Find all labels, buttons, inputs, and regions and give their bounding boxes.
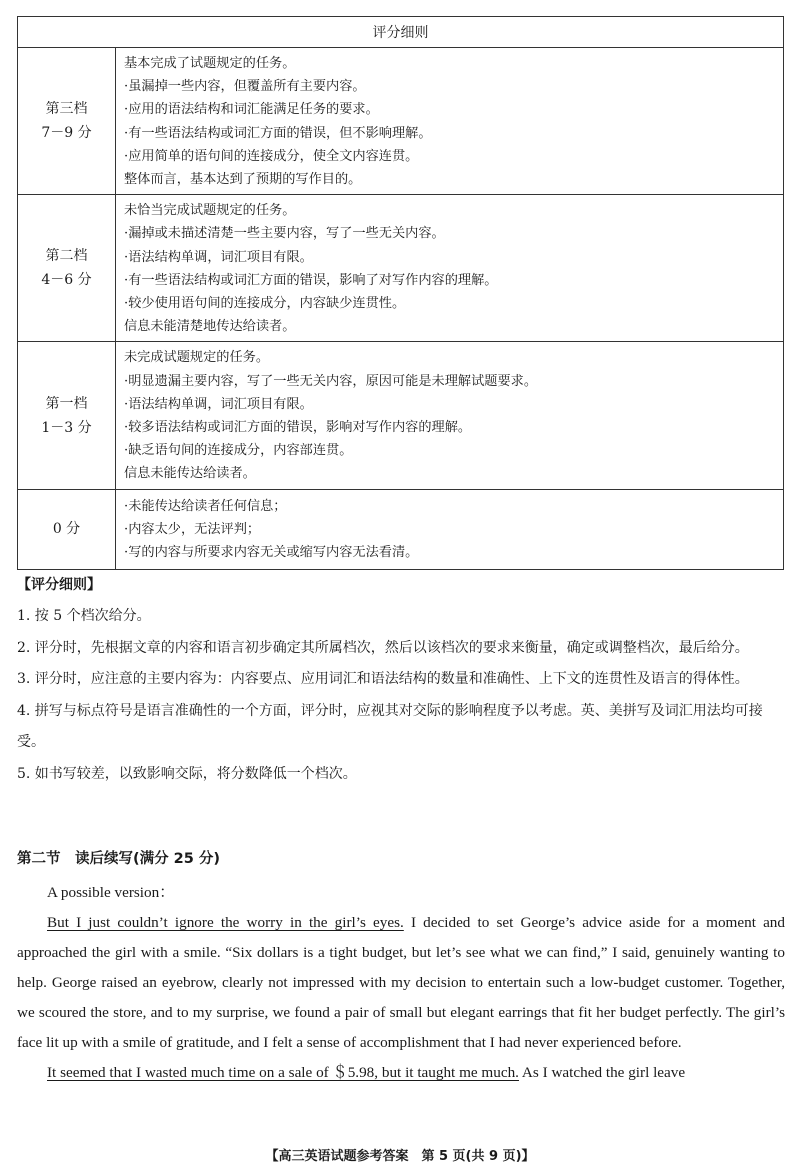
underlined-opening-sentence: It seemed that I wasted much time on a sale of ＄5.98, but it taught me much. <box>47 1064 519 1081</box>
criteria-line: ·语法结构单调，词汇项目有限。 <box>124 396 313 412</box>
rule-item: 5. 如书写较差，以致影响交际，将分数降低一个档次。 <box>17 765 357 782</box>
sample-essay <box>17 878 785 1088</box>
grade-cell <box>18 48 116 195</box>
criteria-line: ·明显遗漏主要内容，写了一些无关内容，原因可能是未理解试题要求。 <box>124 373 538 389</box>
paragraph-text: I decided to set George’s advice aside for a moment and approached the girl with a smile. “Six dollars is a tight budget, but let’s see what we can find,” I said, genuinely wanting to help. George raised an eyebrow, clearly not impressed with my decision to entertain such a low-budget customer. Together, we scoured the store, and to my surprise, we found a pair of small but elegant earrings that fit her budget perfectly. The girl’s face lit up with a smile of gratitude, and I felt a sense of accomplishment that I had never experienced before. <box>17 914 785 1051</box>
criteria-line: ·未能传达给读者任何信息； <box>124 498 287 514</box>
rule-item: 1. 按 5 个档次给分。 <box>17 608 151 624</box>
criteria-cell <box>116 342 784 489</box>
grade-cell <box>18 342 116 489</box>
rubric-row-grade1 <box>18 342 784 489</box>
criteria-cell <box>116 195 784 342</box>
essay-paragraph <box>17 1058 785 1088</box>
rubric-header: 评分细则 <box>18 17 784 48</box>
page-footer: 【高三英语试题参考答案 第 5 页(共 9 页)】 <box>265 1149 535 1164</box>
section-heading: 第二节 读后续写(满分 25 分) <box>17 851 221 867</box>
grade-label: 第二档 <box>45 248 88 265</box>
criteria-cell <box>116 48 784 195</box>
criteria-line: ·写的内容与所要求内容无关或缩写内容无法看清。 <box>124 545 419 561</box>
criteria-line: 整体而言，基本达到了预期的写作目的。 <box>124 172 362 188</box>
criteria-line: 信息未能清楚地传达给读者。 <box>124 319 296 335</box>
rubric-header-row <box>18 17 784 48</box>
criteria-line: ·较多语法结构或词汇方面的错误，影响对写作内容的理解。 <box>124 420 472 436</box>
rule-item: 3. 评分时，应注意的主要内容为：内容要点、应用词汇和语法结构的数量和准确性、上下文的连贯性及语言的得体性。 <box>17 671 749 687</box>
grade-range: 4－6 分 <box>41 272 92 289</box>
criteria-line: 未完成试题规定的任务。 <box>124 350 270 366</box>
grade-cell <box>18 195 116 342</box>
grade-label: 0 分 <box>52 521 81 538</box>
criteria-line: ·内容太少，无法评判； <box>124 522 261 538</box>
criteria-line: ·应用简单的语句间的连接成分，使全文内容连贯。 <box>124 148 419 164</box>
rubric-table <box>17 16 784 570</box>
criteria-cell <box>116 489 784 569</box>
criteria-line: ·缺乏语句间的连接成分，内容部连贯。 <box>124 443 353 459</box>
essay-intro: A possible version： <box>47 884 175 901</box>
criteria-line: ·语法结构单调，词汇项目有限。 <box>124 249 313 265</box>
rubric-row-grade0 <box>18 489 784 569</box>
grade-range: 1－3 分 <box>41 419 92 436</box>
essay-paragraph <box>17 908 785 1058</box>
grade-cell <box>18 489 116 569</box>
grade-label: 第三档 <box>45 101 88 118</box>
rules-heading: 【评分细则】 <box>17 577 101 593</box>
criteria-line: ·有一些语法结构或词汇方面的错误，影响了对写作内容的理解。 <box>124 272 498 288</box>
criteria-line: 未恰当完成试题规定的任务。 <box>124 203 296 219</box>
criteria-line: 信息未能传达给读者。 <box>124 466 256 482</box>
criteria-line: ·应用的语法结构和词汇能满足任务的要求。 <box>124 102 379 118</box>
criteria-line: 基本完成了试题规定的任务。 <box>124 56 296 71</box>
criteria-line: ·有一些语法结构或词汇方面的错误，但不影响理解。 <box>124 125 432 141</box>
underlined-opening-sentence: But I just couldn’t ignore the worry in the girl’s eyes. <box>47 914 404 931</box>
grade-range: 7－9 分 <box>41 125 92 142</box>
rules-list <box>17 601 785 790</box>
rule-item: 2. 评分时，先根据文章的内容和语言初步确定其所属档次，然后以该档次的要求来衡量，确定或调整档次，最后给分。 <box>17 639 749 656</box>
grade-label: 第一档 <box>45 395 88 412</box>
rubric-row-grade2 <box>18 195 784 342</box>
criteria-line: ·较少使用语句间的连接成分，内容缺少连贯性。 <box>124 296 406 312</box>
rubric-row-grade3 <box>18 48 784 195</box>
paragraph-text: As I watched the girl leave <box>518 1064 686 1081</box>
criteria-line: ·虽漏掉一些内容，但覆盖所有主要内容。 <box>124 79 366 95</box>
rule-item: 4. 拼写与标点符号是语言准确性的一个方面，评分时，应视其对交际的影响程度予以考虑。英、美拼写及词汇用法均可接受。 <box>17 702 763 750</box>
criteria-line: ·漏掉或未描述清楚一些主要内容，写了一些无关内容。 <box>124 226 445 242</box>
